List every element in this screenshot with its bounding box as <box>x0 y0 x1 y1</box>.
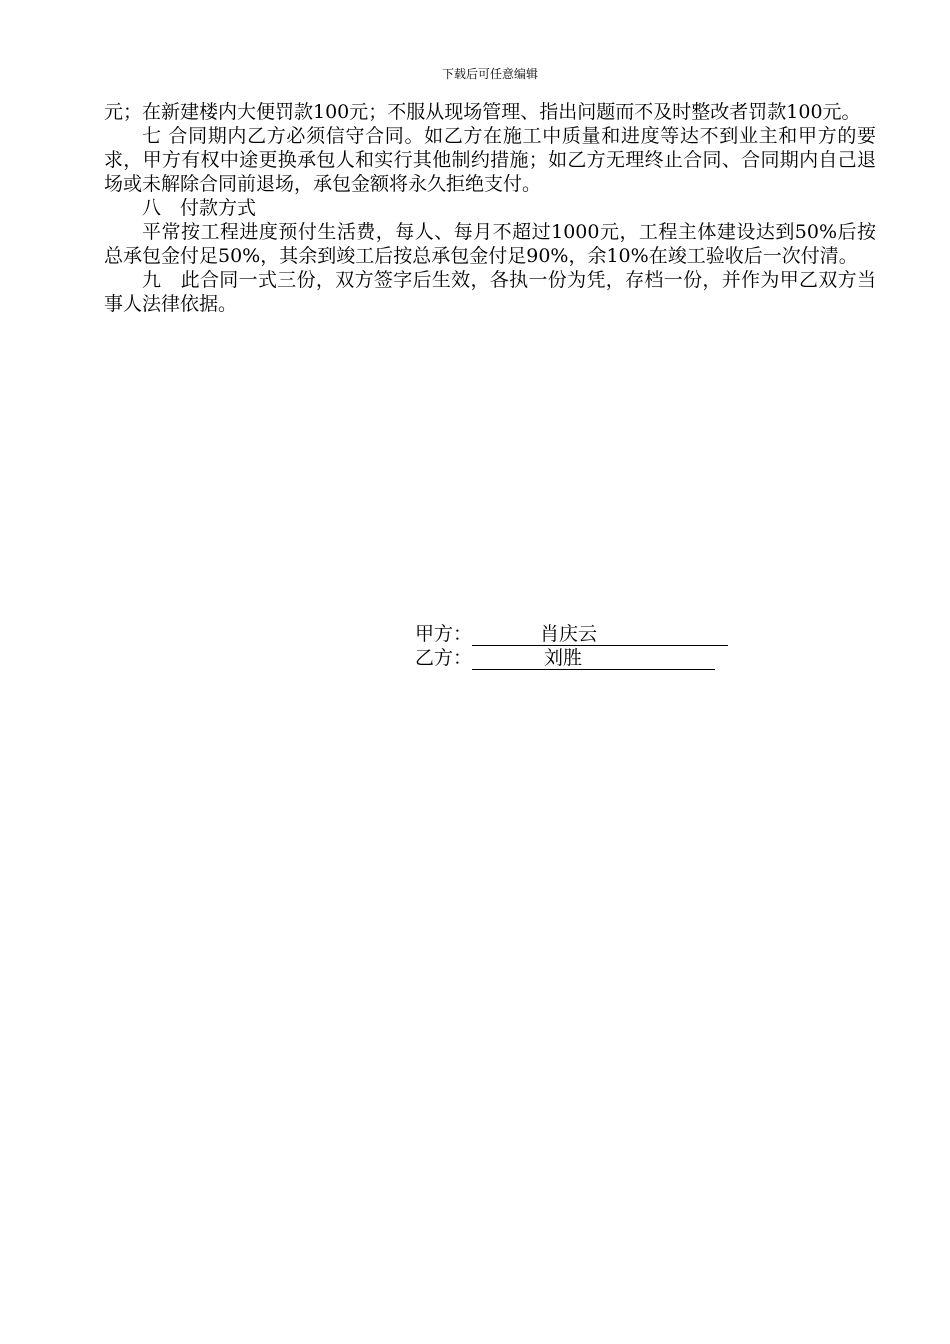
paragraph-penalty-continuation: 元；在新建楼内大便罚款100元；不服从现场管理、指出问题而不及时整改者罚款100元。 <box>104 101 861 123</box>
party-b-label: 乙方： <box>415 647 473 669</box>
paragraph-clause-nine: 九 此合同一式三份，双方签字后生效，各执一份为凭，存档一份，并作为甲乙双方当事人法律依据。 <box>104 269 876 315</box>
page-header: 下载后可任意编辑 <box>441 67 538 81</box>
paragraph-clause-seven: 七 合同期内乙方必须信守合同。如乙方在施工中质量和进度等达不到业主和甲方的要求，甲方有权中途更换承包人和实行其他制约措施；如乙方无理终止合同、合同期内自己退场或未解除合同前退场，承包金额将永久拒绝支付。 <box>104 125 876 195</box>
party-b-signature-line: 刘胜 <box>472 647 715 670</box>
paragraph-payment-terms: 平常按工程进度预付生活费，每人、每月不超过1000元，工程主体建设达到50%后按总承包金付足50%，其余到竣工后按总承包金付足90%，余10%在竣工验收后一次付清。 <box>104 221 876 267</box>
signature-row-party-a <box>415 622 728 646</box>
contract-body <box>104 100 876 316</box>
heading-payment-method: 八 付款方式 <box>142 197 257 219</box>
signature-block <box>415 622 728 670</box>
signature-row-party-b <box>415 646 728 670</box>
party-a-label: 甲方： <box>415 623 473 645</box>
party-a-signature-line: 肖庆云 <box>472 623 728 646</box>
